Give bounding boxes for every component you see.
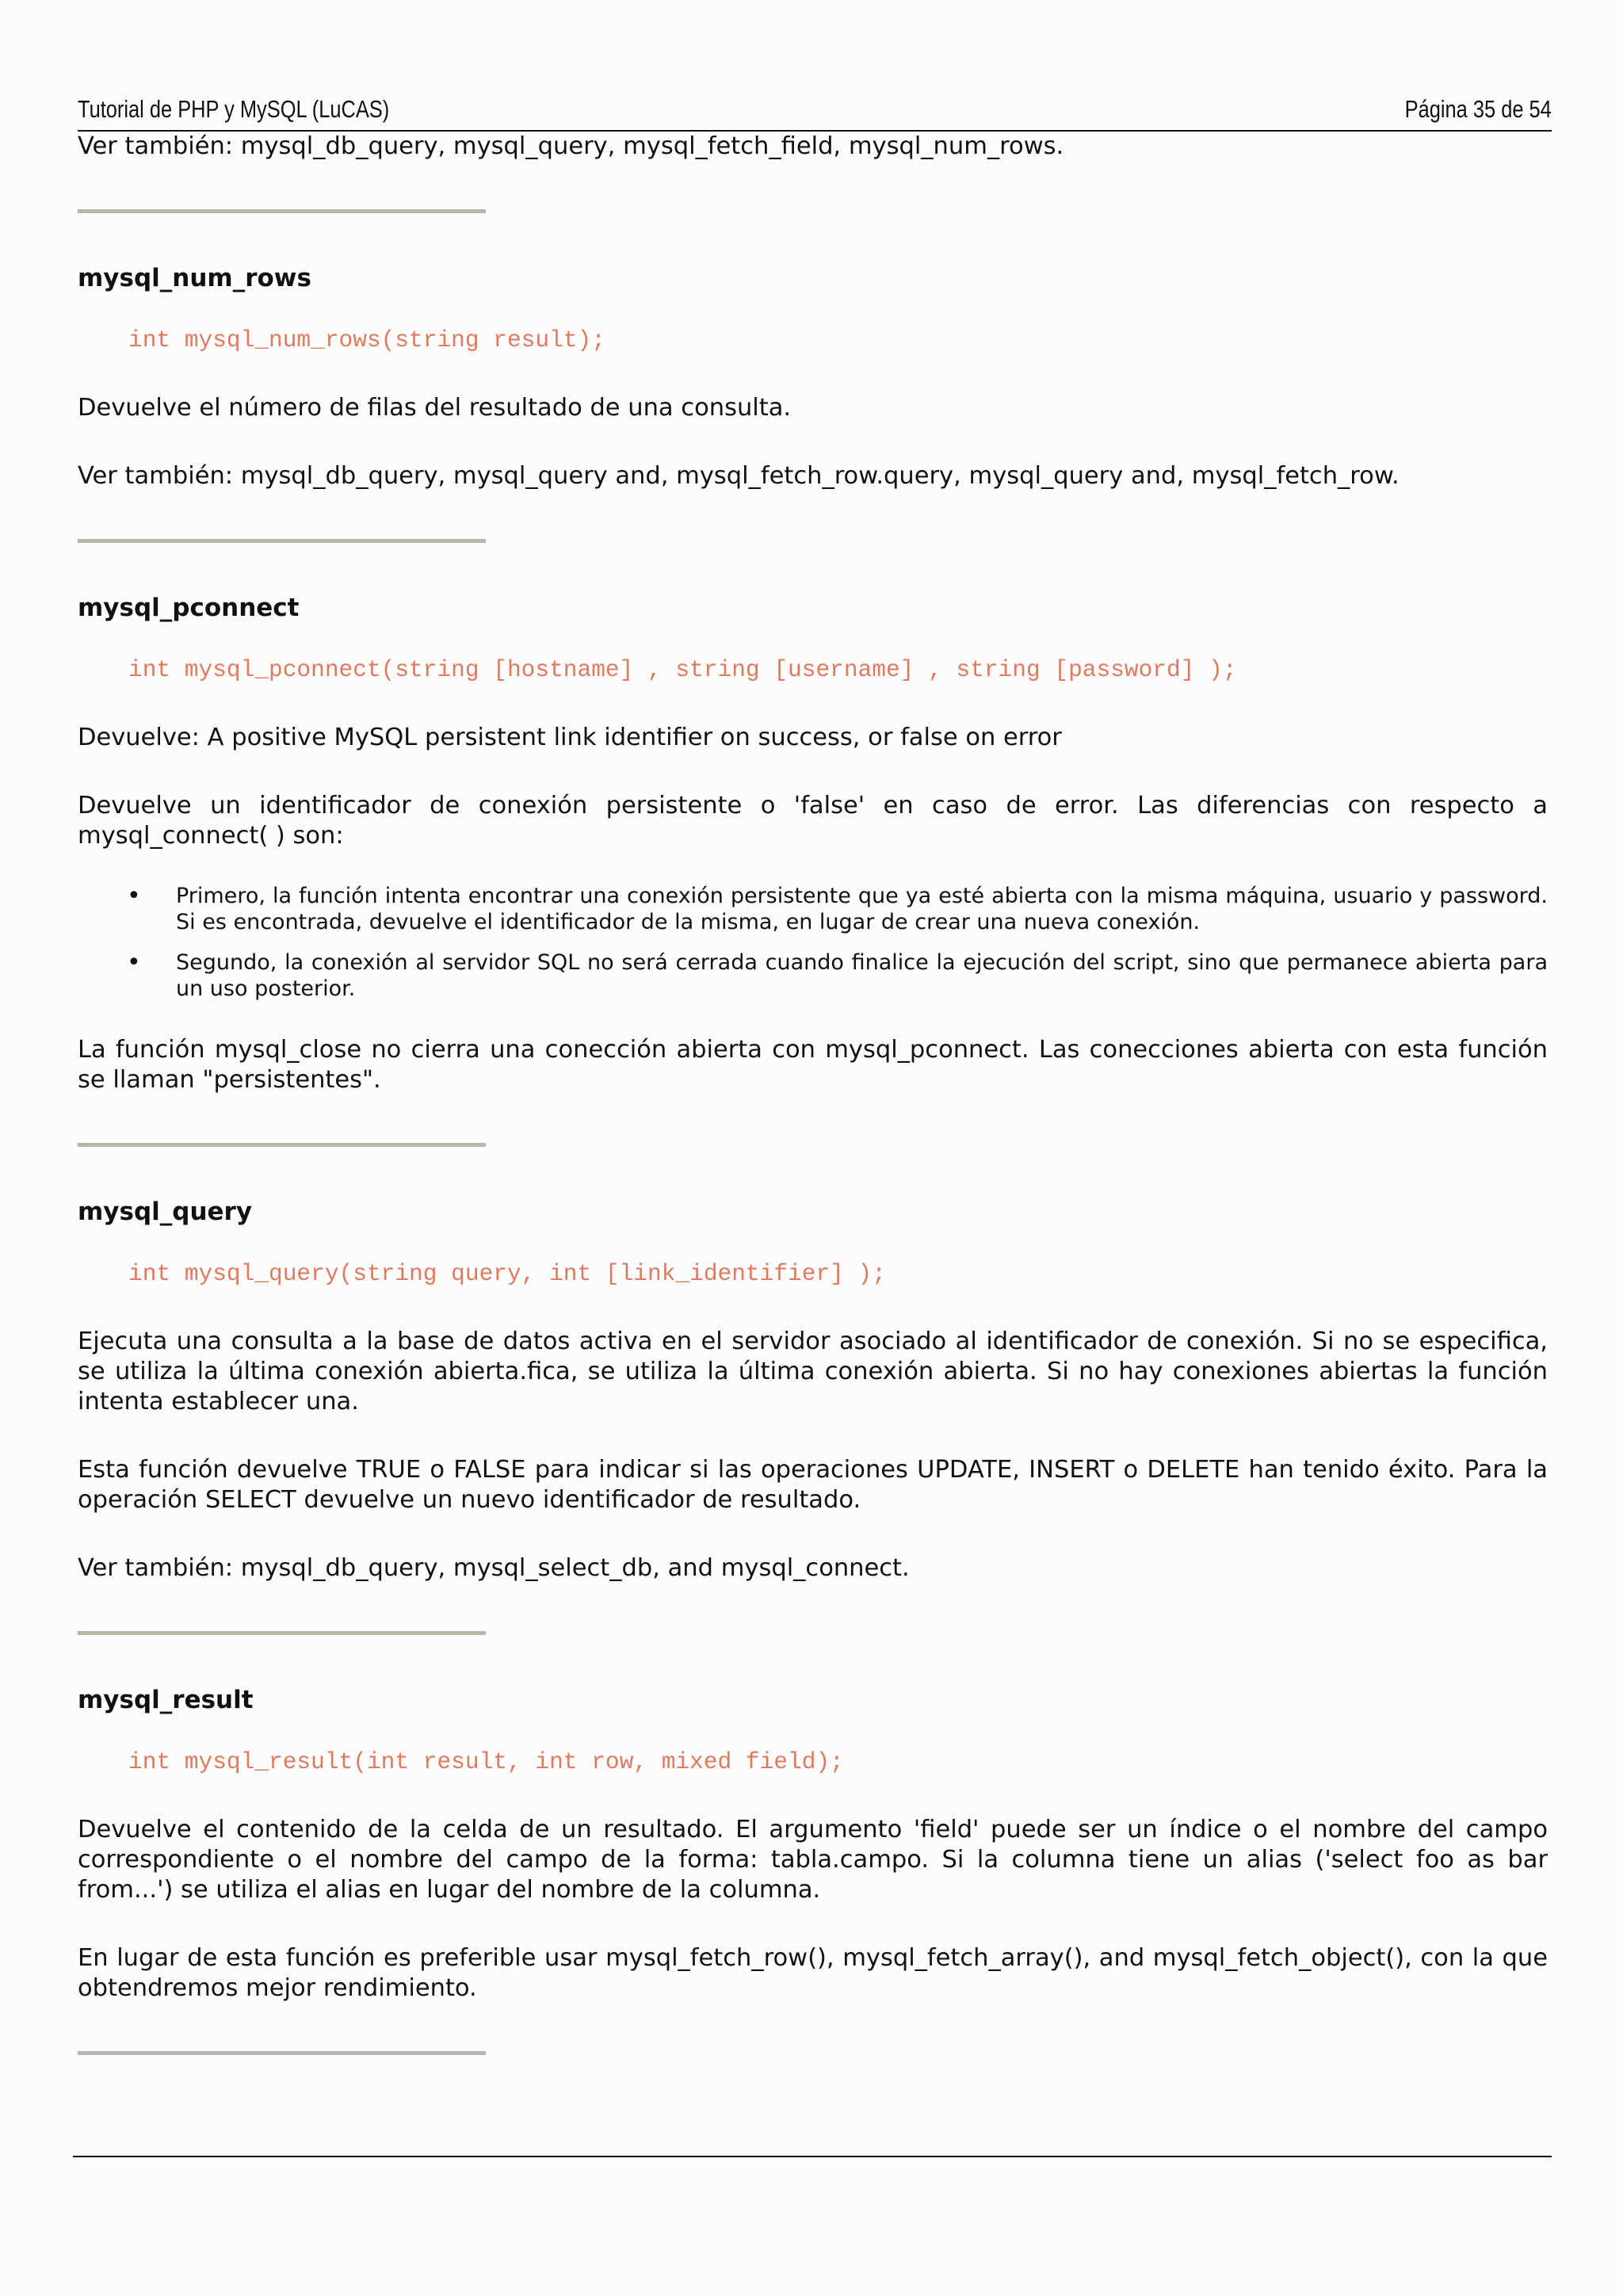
section-paragraph: Esta función devuelve TRUE o FALSE para indicar si las operaciones UPDATE, INSERT o DELETE han tenido éxito. Para la operación SELECT devuelve un nuevo identificador de resultado. bbox=[78, 1456, 1548, 1514]
see-also: Ver también: mysql_db_query, mysql_select_db, and mysql_connect. bbox=[78, 1554, 910, 1582]
section-paragraph: La función mysql_close no cierra una conección abierta con mysql_pconnect. Las conecciones abierta con esta función se llaman "persistentes". bbox=[78, 1036, 1548, 1094]
bullet-icon: • bbox=[127, 882, 141, 910]
section-divider bbox=[78, 539, 486, 543]
section-paragraph: Devuelve: A positive MySQL persistent link identifier on success, or false on error bbox=[78, 724, 1062, 751]
list-item-text: Segundo, la conexión al servidor SQL no será cerrada cuando finalice la ejecución del script, sino que permanece abierta para un uso posterior. bbox=[176, 950, 1548, 1001]
section-title: mysql_pconnect bbox=[78, 594, 300, 622]
section-divider bbox=[78, 1631, 486, 1635]
section-mysql-num-rows bbox=[78, 263, 1548, 491]
section-divider bbox=[78, 1143, 486, 1147]
section-title: mysql_query bbox=[78, 1198, 253, 1226]
section-mysql-result bbox=[78, 1685, 1548, 2004]
section-divider bbox=[78, 2051, 486, 2055]
page-content bbox=[78, 132, 1548, 2055]
section-paragraph: Devuelve un identificador de conexión persistente o 'false' en caso de error. Las diferencias con respecto a mysql_connect( ) son: bbox=[78, 792, 1548, 850]
section-paragraph: Ejecuta una consulta a la base de datos activa en el servidor asociado al identificador de conexión. Si no se especifica, se utiliza la última conexión abierta.fica, se utiliza la última conexión abierta. Si no hay conexiones abiertas la función intenta establecer una. bbox=[78, 1328, 1548, 1415]
function-signature: int mysql_result(int result, int row, mixed field); bbox=[128, 1748, 844, 1775]
list-item bbox=[78, 883, 1548, 935]
intro-see-also: Ver también: mysql_db_query, mysql_query, mysql_fetch_field, mysql_num_rows. bbox=[78, 132, 1064, 160]
page-header bbox=[78, 94, 1552, 132]
function-signature: int mysql_pconnect(string [hostname] , string [username] , string [password] ); bbox=[128, 656, 1237, 683]
section-mysql-query bbox=[78, 1197, 1548, 1584]
function-signature: int mysql_query(string query, int [link_identifier] ); bbox=[128, 1260, 886, 1287]
section-paragraph: Devuelve el número de filas del resultado de una consulta. bbox=[78, 394, 792, 422]
see-also: Ver también: mysql_db_query, mysql_query and, mysql_fetch_row.query, mysql_query and, mysql_fetch_row. bbox=[78, 462, 1400, 490]
section-divider bbox=[78, 209, 486, 213]
section-paragraph: En lugar de esta función es preferible usar mysql_fetch_row(), mysql_fetch_array(), and mysql_fetch_object(), con la que obtendremos mejor rendimiento. bbox=[78, 1944, 1548, 2002]
document-title: Tutorial de PHP y MySQL (LuCAS) bbox=[78, 95, 390, 123]
function-signature: int mysql_num_rows(string result); bbox=[128, 327, 605, 353]
list-item-text: Primero, la función intenta encontrar una conexión persistente que ya esté abierta con la misma máquina, usuario y password. Si es encontrada, devuelve el identificador de la misma, en lugar de crear una nueva conexión. bbox=[176, 884, 1548, 934]
page-number: Página 35 de 54 bbox=[1404, 95, 1552, 123]
list-item bbox=[78, 949, 1548, 1002]
section-mysql-pconnect bbox=[78, 593, 1548, 1095]
bullet-icon: • bbox=[127, 949, 141, 976]
footer-rule bbox=[73, 2156, 1552, 2157]
section-paragraph: Devuelve el contenido de la celda de un resultado. El argumento 'field' puede ser un índice o el nombre del campo correspondiente o el nombre del campo de la forma: tabla.campo. Si la columna tiene un alias ('select foo as bar from...') se utiliza el alias en lugar del nombre de la columna. bbox=[78, 1816, 1548, 1904]
section-title: mysql_result bbox=[78, 1686, 254, 1714]
differences-list bbox=[78, 883, 1548, 1002]
section-title: mysql_num_rows bbox=[78, 264, 311, 292]
